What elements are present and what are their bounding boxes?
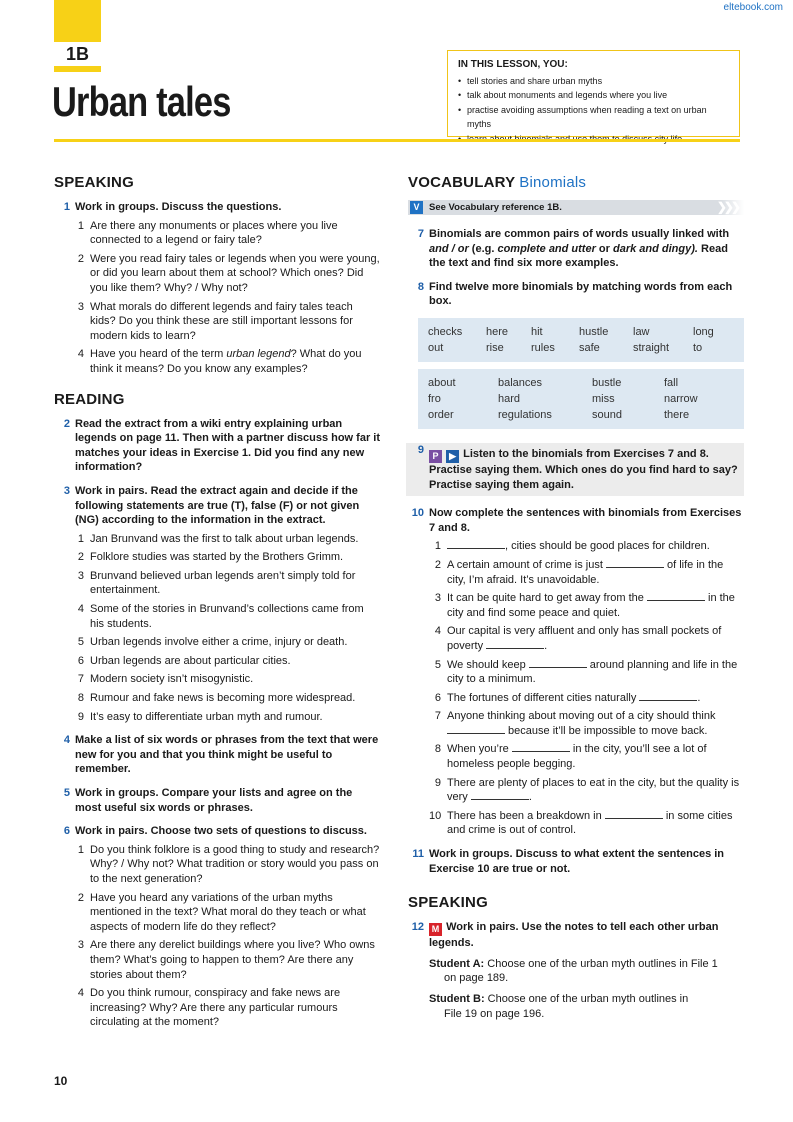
- lesson-objectives-box: [447, 50, 740, 137]
- word: sound: [592, 408, 622, 421]
- exercise-number: 1: [63, 201, 70, 213]
- lesson-objective: • tell stories and share urban myths: [458, 74, 729, 89]
- lesson-objective: • talk about monuments and legends where you live: [458, 88, 729, 103]
- word: straight: [633, 341, 670, 354]
- word: rise: [486, 341, 504, 354]
- word: hustle: [579, 325, 609, 338]
- exercise-4: 4 Make a list of six words or phrases from the text that were new for you and that you think might be useful to remember.: [63, 734, 379, 776]
- sentence-item: 8 When you’re in the city, you’ll see a lot of homeless people begging.: [434, 743, 707, 771]
- exercise-instruction: Work in pairs. Read the extract again and decide if the following statements are true (T), false (F) or not given (NG) according to the information in the extract.: [75, 484, 360, 527]
- exercise-instruction: M Work in pairs. Use the notes to tell each other urban legends.: [429, 921, 719, 950]
- exercise-1: [54, 200, 380, 377]
- exercise-2: 2 Read the extract from a wiki entry explaining urban legends on page 11. Then with a partner discuss how far it matches your ideas in Exercise 1. Did you find any new information?: [63, 417, 381, 474]
- page-number: 10: [54, 1074, 68, 1088]
- word: about: [428, 376, 456, 389]
- gap-blank[interactable]: [647, 591, 705, 601]
- gap-blank[interactable]: [606, 558, 664, 568]
- gap-blank[interactable]: [605, 809, 663, 819]
- statement-item: 7 Modern society isn’t misogynistic.: [77, 673, 254, 686]
- speaking-heading-2: SPEAKING: [408, 894, 488, 912]
- gap-blank[interactable]: [486, 639, 544, 649]
- exercise-instruction: Work in pairs. Choose two sets of questions to discuss.: [75, 825, 367, 838]
- word: balances: [498, 376, 543, 389]
- sentence-item: 3 It can be quite hard to get away from the in the city and find some peace and quiet.: [434, 592, 735, 619]
- question-item: 4 Have you heard of the term urban legend? What do you think it means? Do you know any examples?: [77, 348, 362, 375]
- exercise-instruction: Binomials are common pairs of words usually linked with and / or (e.g. complete and utter or dark and dingy). Read the text and find six more examples.: [429, 228, 730, 270]
- exercise-5: 5 Work in groups. Compare your lists and agree on the most useful six words or phrases.: [54, 786, 380, 815]
- vocabulary-reference-bar[interactable]: [408, 200, 744, 215]
- gap-blank[interactable]: [447, 539, 505, 549]
- word: narrow: [664, 392, 698, 405]
- lesson-objective: • practise avoiding assumptions when reading a text on urban myths: [458, 103, 729, 132]
- word: miss: [592, 392, 615, 405]
- right-column: [408, 160, 744, 1021]
- exercise-instruction: Work in groups. Discuss the questions.: [75, 201, 282, 213]
- statement-item: 5 Urban legends involve either a crime, injury or death.: [77, 636, 348, 649]
- exercise-instruction: Work in groups. Discuss to what extent the sentences in Exercise 10 are true or not.: [429, 848, 725, 875]
- exercise-instruction: Read the extract from a wiki entry explaining urban legends on page 11. Then with a partner discuss how far it matches your ideas in Exercise 1. Did you find any new information?: [75, 417, 381, 474]
- word: safe: [579, 341, 600, 354]
- vocabulary-subheading: Binomials: [519, 174, 587, 191]
- pronunciation-icon: P: [429, 450, 442, 463]
- word: here: [486, 325, 509, 338]
- word: order: [428, 408, 454, 421]
- sentence-item: 6 The fortunes of different cities naturally .: [434, 691, 701, 704]
- exercise-9: 9 P ▶ Listen to the binomials from Exercises 7 and 8. Practise saying them. Which ones do you find hard to say? Practise saying them again.: [406, 443, 744, 496]
- exercise-instruction: Now complete the sentences with binomials from Exercises 7 and 8.: [429, 507, 742, 534]
- sentence-item: 10 There has been a breakdown in in some cities and crime is out of control.: [429, 809, 733, 837]
- sentence-item: 7 Anyone thinking about moving out of a city should think because it’ll be impossible to move back.: [434, 710, 716, 737]
- student-b-note: Student B: Choose one of the urban myth outlines in File 19 on page 196.: [429, 993, 689, 1020]
- reading-heading: READING: [54, 390, 125, 408]
- student-a-note: Student A: Choose one of the urban myth outlines in File 1 on page 189.: [429, 957, 718, 985]
- word: bustle: [592, 376, 622, 389]
- sentence-item: 4 Our capital is very affluent and only has small pockets of poverty .: [434, 625, 722, 652]
- question-item: 3 Are there any derelict buildings where you live? Who owns them? What’s going to happen to them? Are there any stories about them?: [77, 939, 375, 981]
- gap-blank[interactable]: [471, 790, 529, 800]
- site-link[interactable]: eltebook.com: [723, 2, 783, 13]
- statement-item: 9 It’s easy to differentiate urban myth and rumour.: [77, 710, 323, 723]
- sentence-item: 2 A certain amount of crime is just of life in the city, I’m afraid. It’s unavoidable.: [434, 558, 724, 586]
- chevron-right-icon: ❯❯❯: [716, 200, 738, 214]
- word: rules: [531, 341, 555, 354]
- mediation-icon: M: [429, 923, 442, 936]
- exercise-instruction: Find twelve more binomials by matching words from each box.: [429, 280, 733, 308]
- question-item: 1 Are there any monuments or places where you live connected to a legend or fairy tale?: [77, 219, 338, 247]
- word: checks: [428, 325, 463, 338]
- exercise-7: 7 Binomials are common pairs of words usually linked with and / or (e.g. complete and utter or dark and dingy). Read the text and find six more examples.: [408, 227, 744, 271]
- statement-item: 3 Brunvand believed urban legends aren’t simply told for entertainment.: [77, 569, 356, 597]
- exercise-10: 10 Now complete the sentences with binomials from Exercises 7 and 8. 1 , cities should be good places for children. 2 A certain amount of crime is just of life in the city, I’m afraid. It’s unavoidable. 3 It can be quite hard to get away from the in the city and find some peace and quiet. 4 Our capital is very affluent and only has small pockets of poverty . 5 We should keep around planning and life in the city to a minimum. 6 The fortunes of different cities naturally . 7 Anyone thinking about moving out of a city should think because it’ll be impossible to move back. 8 When you’re in the city, you’ll see a lot of homeless people begging. 9 There are plenty of places to eat in the city, but the quality is very . 10 There has been a breakdown in in some cities and crime is out of control.: [408, 506, 744, 838]
- word: law: [633, 325, 650, 338]
- word: regulations: [498, 408, 552, 421]
- left-column: [54, 160, 380, 1039]
- word-box-1: [418, 318, 744, 362]
- vocabulary-reference-icon: V: [410, 201, 423, 214]
- exercise-3: 3 Work in pairs. Read the extract again and decide if the following statements are true (T), false (F) or not given (NG) according to the information in the extract. 1 Jan Brunvand was the first to talk about urban legends. 2 Folklore studies was started by the Brothers Grimm. 3 Brunvand believed urban legends aren’t simply told for entertainment. 4 Some of the stories in Brunvand’s collections came from his students. 5 Urban legends involve either a crime, injury or death. 6 Urban legends are about particular cities. 7 Modern society isn’t misogynistic. 8 Rumour and fake news is becoming more widespread. 9 It’s easy to differentiate urban myth and rumour.: [54, 484, 380, 724]
- statement-item: 1 Jan Brunvand was the first to talk about urban legends.: [77, 532, 359, 545]
- vocabulary-reference-text: See Vocabulary reference 1B.: [429, 202, 562, 213]
- word: to: [693, 341, 703, 354]
- word: hit: [531, 325, 543, 338]
- play-audio-icon[interactable]: ▶: [446, 450, 459, 463]
- exercise-8: 8 Find twelve more binomials by matching words from each box.: [408, 280, 744, 309]
- exercise-instruction: Make a list of six words or phrases from the text that were new for you and that you think might be useful to remember.: [75, 734, 379, 776]
- page-title: Urban tales: [52, 78, 231, 125]
- question-item: 4 Do you think rumour, conspiracy and fake news are increasing? Why? Are there any particular rumours circulating at the moment?: [77, 987, 341, 1029]
- word: there: [664, 408, 690, 421]
- vocabulary-heading: VOCABULARY Binomials: [408, 174, 587, 191]
- lesson-box-heading: IN THIS LESSON, YOU:: [458, 59, 568, 70]
- exercise-instruction: P ▶ Listen to the binomials from Exercises 7 and 8. Practise saying them. Which ones do you find hard to say? Practise saying them again.: [429, 447, 738, 491]
- sentence-item: 9 There are plenty of places to eat in the city, but the quality is very .: [434, 776, 740, 804]
- exercise-11: 11 Work in groups. Discuss to what extent the sentences in Exercise 10 are true or not.: [408, 847, 744, 876]
- word-box-2: [418, 369, 744, 429]
- word: fro: [428, 392, 441, 405]
- sentence-item: 1 , cities should be good places for children.: [434, 540, 710, 553]
- statement-item: 2 Folklore studies was started by the Brothers Grimm.: [77, 551, 344, 564]
- word: long: [693, 325, 714, 338]
- question-item: 2 Have you heard any variations of the urban myths mentioned in the text? What moral do they teach or what aspects of modern life do they reflect?: [77, 891, 366, 933]
- exercise-instruction: Work in groups. Compare your lists and agree on the most useful six words or phrases.: [75, 787, 353, 814]
- gap-blank[interactable]: [529, 658, 587, 668]
- sentence-item: 5 We should keep around planning and life in the city to a minimum.: [434, 658, 738, 686]
- unit-label: 1B: [54, 42, 101, 66]
- word: hard: [498, 392, 521, 405]
- speaking-heading: SPEAKING: [54, 174, 134, 191]
- gap-blank[interactable]: [639, 691, 697, 701]
- statement-item: 8 Rumour and fake news is becoming more widespread.: [77, 692, 356, 705]
- exercise-12: 12 M Work in pairs. Use the notes to tell each other urban legends.: [408, 920, 744, 951]
- word: fall: [664, 376, 679, 389]
- gap-blank[interactable]: [512, 742, 570, 752]
- question-item: 3 What morals do different legends and fairy tales teach kids? Do you think these are still important lessons for modern kids to learn?: [77, 300, 353, 342]
- question-item: 1 Do you think folklore is a good thing to study and research? Why? / Why not? What tradition or story would you pass on to the next generation?: [77, 843, 380, 885]
- question-item: 2 Were you read fairy tales or legends when you were young, or did you learn about them at school? Which ones? Did you like them? Why? / Why not?: [77, 252, 380, 294]
- statement-item: 4 Some of the stories in Brunvand’s collections came from his students.: [77, 603, 364, 630]
- gap-blank[interactable]: [447, 724, 505, 734]
- word: out: [428, 341, 444, 354]
- title-rule: [54, 139, 740, 142]
- exercise-6: 6 Work in pairs. Choose two sets of questions to discuss. 1 Do you think folklore is a good thing to study and research? Why? / Why not? What tradition or story would you pass on to the next generation? 2 Have you heard any variations of the urban myths mentioned in the text? What moral do they teach or what aspects of modern life do they reflect? 3 Are there any derelict buildings where you live? Who owns them? What’s going to happen to them? Are there any stories about them? 4 Do you think rumour, conspiracy and fake news are increasing? Why? Are there any particular rumours circulating at the moment?: [63, 825, 380, 1029]
- statement-item: 6 Urban legends are about particular cities.: [77, 654, 291, 667]
